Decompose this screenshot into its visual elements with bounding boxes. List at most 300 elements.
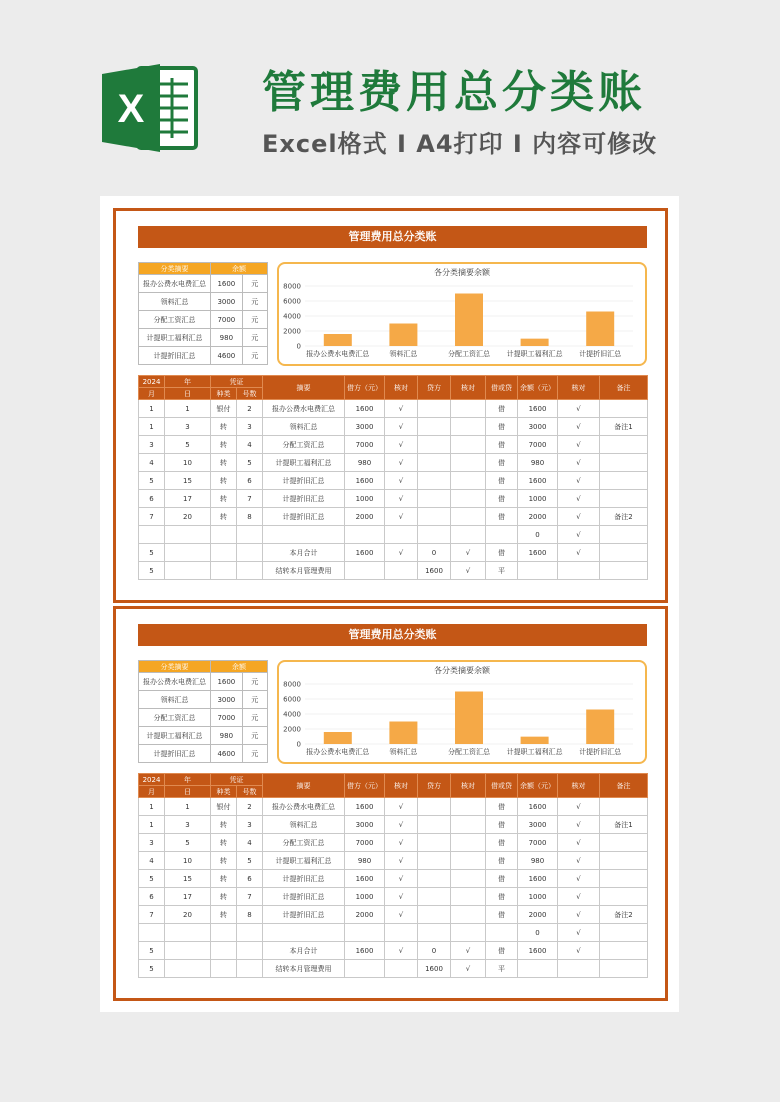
summary-value: 3000 bbox=[211, 691, 242, 709]
table-cell[interactable]: √ bbox=[558, 508, 600, 526]
table-cell[interactable] bbox=[418, 888, 451, 906]
table-cell[interactable] bbox=[451, 906, 486, 924]
table-cell[interactable]: √ bbox=[558, 400, 600, 418]
y-tick-label: 0 bbox=[296, 342, 301, 351]
summary-row bbox=[139, 745, 268, 763]
check-header: 核对 bbox=[451, 774, 486, 798]
table-cell[interactable] bbox=[237, 562, 263, 580]
table-cell[interactable]: √ bbox=[558, 526, 600, 544]
table-cell[interactable] bbox=[418, 508, 451, 526]
table-cell[interactable] bbox=[600, 544, 648, 562]
table-cell[interactable]: 20 bbox=[165, 508, 211, 526]
table-cell[interactable]: 1600 bbox=[418, 960, 451, 978]
table-cell[interactable]: 3000 bbox=[518, 418, 558, 436]
table-cell[interactable]: √ bbox=[558, 490, 600, 508]
table-cell[interactable] bbox=[451, 924, 486, 942]
table-cell[interactable]: 5 bbox=[237, 852, 263, 870]
table-cell[interactable]: √ bbox=[385, 834, 418, 852]
table-cell[interactable]: 报办公费水电费汇总 bbox=[263, 400, 345, 418]
table-cell[interactable] bbox=[165, 924, 211, 942]
table-cell[interactable] bbox=[600, 472, 648, 490]
summary-name: 领料汇总 bbox=[139, 293, 211, 311]
table-cell[interactable]: 转 bbox=[211, 816, 237, 834]
table-cell[interactable] bbox=[451, 454, 486, 472]
table-cell[interactable] bbox=[600, 454, 648, 472]
table-cell[interactable] bbox=[451, 852, 486, 870]
table-cell[interactable]: √ bbox=[385, 798, 418, 816]
table-cell[interactable]: 980 bbox=[345, 852, 385, 870]
table-cell[interactable] bbox=[600, 888, 648, 906]
table-cell[interactable]: 2000 bbox=[345, 508, 385, 526]
table-cell[interactable] bbox=[165, 544, 211, 562]
table-cell[interactable]: 备注2 bbox=[600, 906, 648, 924]
table-cell[interactable]: 1 bbox=[139, 400, 165, 418]
table-cell[interactable]: 银付 bbox=[211, 798, 237, 816]
table-cell[interactable]: 借 bbox=[486, 418, 518, 436]
table-cell[interactable] bbox=[418, 400, 451, 418]
table-cell[interactable]: √ bbox=[385, 906, 418, 924]
table-cell[interactable]: 借 bbox=[486, 454, 518, 472]
table-cell[interactable]: 转 bbox=[211, 870, 237, 888]
y-tick-label: 6000 bbox=[283, 297, 301, 306]
table-cell[interactable]: √ bbox=[558, 942, 600, 960]
table-cell[interactable]: 转 bbox=[211, 436, 237, 454]
summary-value: 980 bbox=[211, 329, 242, 347]
day-header: 日 bbox=[165, 786, 211, 798]
table-cell[interactable] bbox=[451, 436, 486, 454]
table-cell[interactable]: 转 bbox=[211, 906, 237, 924]
summary-row bbox=[139, 709, 268, 727]
table-cell[interactable]: √ bbox=[558, 924, 600, 942]
table-cell[interactable]: 1600 bbox=[518, 544, 558, 562]
table-cell[interactable]: 借 bbox=[486, 816, 518, 834]
table-cell[interactable]: 1600 bbox=[518, 400, 558, 418]
table-cell[interactable] bbox=[139, 924, 165, 942]
table-cell[interactable]: 计提折旧汇总 bbox=[263, 472, 345, 490]
table-cell[interactable]: 4 bbox=[237, 834, 263, 852]
table-cell[interactable]: 20 bbox=[165, 906, 211, 924]
table-cell[interactable] bbox=[418, 816, 451, 834]
table-cell[interactable]: 转 bbox=[211, 508, 237, 526]
table-cell[interactable]: 4 bbox=[237, 436, 263, 454]
table-cell[interactable]: 3 bbox=[165, 816, 211, 834]
table-cell[interactable]: 备注1 bbox=[600, 816, 648, 834]
table-cell[interactable]: 5 bbox=[139, 960, 165, 978]
table-cell[interactable]: 备注2 bbox=[600, 508, 648, 526]
table-cell[interactable]: 领料汇总 bbox=[263, 418, 345, 436]
table-cell[interactable]: 7000 bbox=[345, 834, 385, 852]
table-cell[interactable]: 3000 bbox=[345, 418, 385, 436]
table-cell[interactable]: 转 bbox=[211, 852, 237, 870]
table-cell[interactable] bbox=[165, 942, 211, 960]
table-cell[interactable]: 8 bbox=[237, 508, 263, 526]
table-cell[interactable]: √ bbox=[385, 870, 418, 888]
voucher-header: 凭证 bbox=[211, 376, 263, 388]
table-cell[interactable]: 借 bbox=[486, 942, 518, 960]
table-cell[interactable] bbox=[486, 924, 518, 942]
debit-header: 借方（元） bbox=[345, 376, 385, 400]
table-cell[interactable] bbox=[385, 960, 418, 978]
table-cell[interactable] bbox=[237, 942, 263, 960]
table-cell[interactable]: √ bbox=[558, 852, 600, 870]
table-cell[interactable] bbox=[600, 942, 648, 960]
table-cell[interactable] bbox=[211, 526, 237, 544]
table-cell[interactable]: 8 bbox=[237, 906, 263, 924]
table-cell[interactable]: 1 bbox=[165, 400, 211, 418]
table-cell[interactable]: √ bbox=[385, 490, 418, 508]
table-cell[interactable]: √ bbox=[558, 544, 600, 562]
table-cell[interactable] bbox=[451, 400, 486, 418]
table-cell[interactable]: 借 bbox=[486, 906, 518, 924]
summary-row bbox=[139, 311, 268, 329]
table-cell[interactable] bbox=[418, 454, 451, 472]
table-cell[interactable]: 10 bbox=[165, 454, 211, 472]
table-cell[interactable]: 4 bbox=[139, 454, 165, 472]
table-cell[interactable] bbox=[418, 418, 451, 436]
table-cell[interactable]: 0 bbox=[518, 924, 558, 942]
table-cell[interactable] bbox=[385, 526, 418, 544]
table-cell[interactable] bbox=[451, 888, 486, 906]
table-cell[interactable]: 17 bbox=[165, 490, 211, 508]
table-cell[interactable]: 转 bbox=[211, 490, 237, 508]
table-cell[interactable]: 10 bbox=[165, 852, 211, 870]
table-cell[interactable]: 3000 bbox=[518, 816, 558, 834]
debit-header: 借方（元） bbox=[345, 774, 385, 798]
table-cell[interactable]: 3 bbox=[237, 816, 263, 834]
dc-header: 借或贷 bbox=[486, 376, 518, 400]
table-cell[interactable]: 7 bbox=[139, 906, 165, 924]
table-cell[interactable]: √ bbox=[451, 942, 486, 960]
table-cell[interactable]: 3000 bbox=[345, 816, 385, 834]
sheet-title: 管理费用总分类账 bbox=[138, 624, 647, 646]
table-cell[interactable]: √ bbox=[385, 508, 418, 526]
table-cell[interactable]: 2000 bbox=[345, 906, 385, 924]
table-cell[interactable]: 1600 bbox=[518, 798, 558, 816]
table-cell[interactable]: 2 bbox=[237, 400, 263, 418]
summary-value: 980 bbox=[211, 727, 242, 745]
summary-col-header: 摘要 bbox=[263, 376, 345, 400]
table-cell[interactable] bbox=[211, 924, 237, 942]
table-cell[interactable]: 借 bbox=[486, 834, 518, 852]
table-cell[interactable] bbox=[558, 960, 600, 978]
table-cell[interactable] bbox=[237, 544, 263, 562]
table-cell[interactable] bbox=[451, 816, 486, 834]
table-cell[interactable]: 借 bbox=[486, 544, 518, 562]
table-cell[interactable] bbox=[418, 472, 451, 490]
table-cell[interactable]: 980 bbox=[518, 852, 558, 870]
table-cell[interactable] bbox=[211, 562, 237, 580]
table-cell[interactable]: 1000 bbox=[345, 888, 385, 906]
table-cell[interactable] bbox=[211, 960, 237, 978]
table-cell[interactable] bbox=[518, 562, 558, 580]
table-cell[interactable]: 5 bbox=[139, 562, 165, 580]
table-cell[interactable]: 1 bbox=[139, 798, 165, 816]
table-cell[interactable] bbox=[345, 960, 385, 978]
table-cell[interactable] bbox=[237, 960, 263, 978]
table-cell[interactable] bbox=[600, 562, 648, 580]
table-cell[interactable] bbox=[451, 472, 486, 490]
table-cell[interactable]: 转 bbox=[211, 834, 237, 852]
table-cell[interactable]: 7 bbox=[139, 508, 165, 526]
table-cell[interactable]: 3 bbox=[139, 436, 165, 454]
table-cell[interactable] bbox=[451, 798, 486, 816]
table-cell[interactable] bbox=[600, 924, 648, 942]
summary-header-balance: 余额 bbox=[211, 661, 268, 673]
table-cell[interactable]: 2000 bbox=[518, 906, 558, 924]
table-cell[interactable]: 银付 bbox=[211, 400, 237, 418]
table-cell[interactable]: 6 bbox=[139, 490, 165, 508]
table-cell[interactable]: 借 bbox=[486, 798, 518, 816]
table-cell[interactable] bbox=[600, 526, 648, 544]
table-cell[interactable]: 3 bbox=[165, 418, 211, 436]
table-cell[interactable]: 转 bbox=[211, 888, 237, 906]
table-cell[interactable] bbox=[418, 924, 451, 942]
dc-header: 借或贷 bbox=[486, 774, 518, 798]
table-cell[interactable]: 计提折旧汇总 bbox=[263, 888, 345, 906]
table-row bbox=[139, 924, 648, 942]
table-cell[interactable] bbox=[451, 490, 486, 508]
table-cell[interactable]: 6 bbox=[139, 888, 165, 906]
table-cell[interactable]: 17 bbox=[165, 888, 211, 906]
table-cell[interactable] bbox=[558, 562, 600, 580]
table-cell[interactable]: √ bbox=[558, 888, 600, 906]
table-cell[interactable]: √ bbox=[558, 834, 600, 852]
table-cell[interactable]: 计提折旧汇总 bbox=[263, 490, 345, 508]
table-cell[interactable]: 借 bbox=[486, 436, 518, 454]
table-cell[interactable]: 计提折旧汇总 bbox=[263, 508, 345, 526]
table-cell[interactable]: 借 bbox=[486, 490, 518, 508]
table-cell[interactable]: 本月合计 bbox=[263, 544, 345, 562]
table-cell[interactable]: 借 bbox=[486, 888, 518, 906]
table-cell[interactable]: √ bbox=[558, 870, 600, 888]
table-cell[interactable] bbox=[418, 436, 451, 454]
table-cell[interactable]: 分配工资汇总 bbox=[263, 436, 345, 454]
table-cell[interactable]: 本月合计 bbox=[263, 942, 345, 960]
table-cell[interactable]: 15 bbox=[165, 472, 211, 490]
table-cell[interactable]: √ bbox=[558, 436, 600, 454]
table-cell[interactable]: 1600 bbox=[345, 472, 385, 490]
table-cell[interactable]: 分配工资汇总 bbox=[263, 834, 345, 852]
table-cell[interactable] bbox=[451, 526, 486, 544]
table-cell[interactable]: 0 bbox=[418, 544, 451, 562]
table-cell[interactable]: 7000 bbox=[345, 436, 385, 454]
summary-row bbox=[139, 347, 268, 365]
table-cell[interactable]: 1000 bbox=[518, 888, 558, 906]
table-row bbox=[139, 490, 648, 508]
table-cell[interactable] bbox=[451, 834, 486, 852]
summary-unit: 元 bbox=[242, 293, 267, 311]
table-cell[interactable]: 5 bbox=[139, 544, 165, 562]
table-cell[interactable] bbox=[263, 526, 345, 544]
table-cell[interactable]: 1000 bbox=[345, 490, 385, 508]
table-cell[interactable] bbox=[211, 544, 237, 562]
table-cell[interactable] bbox=[600, 960, 648, 978]
y-tick-label: 6000 bbox=[283, 695, 301, 704]
table-cell[interactable]: 7000 bbox=[518, 834, 558, 852]
table-cell[interactable]: √ bbox=[558, 418, 600, 436]
table-cell[interactable] bbox=[385, 562, 418, 580]
table-cell[interactable]: √ bbox=[558, 906, 600, 924]
table-cell[interactable] bbox=[600, 400, 648, 418]
table-cell[interactable]: 1600 bbox=[345, 400, 385, 418]
table-cell[interactable] bbox=[139, 526, 165, 544]
table-cell[interactable]: 0 bbox=[418, 942, 451, 960]
table-cell[interactable]: √ bbox=[451, 960, 486, 978]
table-cell[interactable]: 借 bbox=[486, 870, 518, 888]
table-cell[interactable]: 6 bbox=[237, 870, 263, 888]
table-cell[interactable]: 5 bbox=[139, 870, 165, 888]
table-cell[interactable]: √ bbox=[558, 472, 600, 490]
table-cell[interactable]: 5 bbox=[165, 834, 211, 852]
table-cell[interactable]: 2 bbox=[237, 798, 263, 816]
table-cell[interactable]: √ bbox=[385, 942, 418, 960]
table-cell[interactable] bbox=[418, 526, 451, 544]
table-cell[interactable]: 计提折旧汇总 bbox=[263, 906, 345, 924]
table-cell[interactable]: 借 bbox=[486, 508, 518, 526]
summary-col-header: 摘要 bbox=[263, 774, 345, 798]
table-cell[interactable] bbox=[418, 906, 451, 924]
table-cell[interactable]: √ bbox=[385, 454, 418, 472]
table-cell[interactable] bbox=[345, 562, 385, 580]
table-cell[interactable] bbox=[518, 960, 558, 978]
table-cell[interactable]: 7 bbox=[237, 888, 263, 906]
table-cell[interactable]: 15 bbox=[165, 870, 211, 888]
table-cell[interactable] bbox=[600, 870, 648, 888]
table-cell[interactable]: 1600 bbox=[518, 472, 558, 490]
table-cell[interactable] bbox=[451, 870, 486, 888]
table-cell[interactable]: √ bbox=[385, 816, 418, 834]
table-row bbox=[139, 562, 648, 580]
table-cell[interactable]: 借 bbox=[486, 400, 518, 418]
table-cell[interactable]: 备注1 bbox=[600, 418, 648, 436]
table-cell[interactable]: 2000 bbox=[518, 508, 558, 526]
table-cell[interactable] bbox=[600, 490, 648, 508]
table-cell[interactable]: 1600 bbox=[345, 870, 385, 888]
table-cell[interactable]: √ bbox=[451, 544, 486, 562]
table-cell[interactable]: 1600 bbox=[345, 942, 385, 960]
table-cell[interactable]: √ bbox=[385, 852, 418, 870]
table-cell[interactable]: 1600 bbox=[518, 870, 558, 888]
table-cell[interactable]: 借 bbox=[486, 472, 518, 490]
table-cell[interactable]: 1 bbox=[139, 418, 165, 436]
table-cell[interactable]: 借 bbox=[486, 852, 518, 870]
chart-bar bbox=[455, 294, 483, 347]
table-cell[interactable]: 结转本月管理费用 bbox=[263, 562, 345, 580]
table-cell[interactable]: 平 bbox=[486, 562, 518, 580]
table-cell[interactable]: 转 bbox=[211, 472, 237, 490]
table-cell[interactable]: 5 bbox=[139, 472, 165, 490]
table-cell[interactable] bbox=[345, 924, 385, 942]
table-cell[interactable]: 4 bbox=[139, 852, 165, 870]
note-header: 备注 bbox=[600, 376, 648, 400]
table-cell[interactable] bbox=[165, 526, 211, 544]
table-cell[interactable]: √ bbox=[385, 436, 418, 454]
table-cell[interactable]: 3 bbox=[237, 418, 263, 436]
table-cell[interactable]: 领料汇总 bbox=[263, 816, 345, 834]
table-cell[interactable] bbox=[418, 834, 451, 852]
summary-row bbox=[139, 727, 268, 745]
table-cell[interactable] bbox=[418, 798, 451, 816]
table-cell[interactable] bbox=[418, 870, 451, 888]
table-cell[interactable]: √ bbox=[558, 816, 600, 834]
table-cell[interactable]: 1 bbox=[165, 798, 211, 816]
table-cell[interactable] bbox=[486, 526, 518, 544]
table-cell[interactable]: 5 bbox=[139, 942, 165, 960]
table-cell[interactable]: √ bbox=[558, 798, 600, 816]
table-cell[interactable]: 980 bbox=[345, 454, 385, 472]
table-cell[interactable]: √ bbox=[385, 544, 418, 562]
num-header: 号数 bbox=[237, 786, 263, 798]
table-row bbox=[139, 436, 648, 454]
table-cell[interactable] bbox=[418, 852, 451, 870]
table-cell[interactable]: √ bbox=[558, 454, 600, 472]
table-cell[interactable] bbox=[600, 436, 648, 454]
table-cell[interactable]: 3 bbox=[139, 834, 165, 852]
table-cell[interactable] bbox=[237, 924, 263, 942]
table-cell[interactable]: 转 bbox=[211, 418, 237, 436]
table-cell[interactable] bbox=[385, 924, 418, 942]
table-cell[interactable]: 1600 bbox=[518, 942, 558, 960]
table-cell[interactable]: 计提职工福利汇总 bbox=[263, 454, 345, 472]
table-cell[interactable]: 1600 bbox=[418, 562, 451, 580]
table-cell[interactable]: 结转本月管理费用 bbox=[263, 960, 345, 978]
table-cell[interactable]: 报办公费水电费汇总 bbox=[263, 798, 345, 816]
voucher-header: 凭证 bbox=[211, 774, 263, 786]
table-cell[interactable]: 1 bbox=[139, 816, 165, 834]
table-cell[interactable] bbox=[237, 526, 263, 544]
table-cell[interactable]: 1600 bbox=[345, 798, 385, 816]
table-cell[interactable]: 5 bbox=[165, 436, 211, 454]
y-tick-label: 2000 bbox=[283, 725, 301, 734]
table-cell[interactable]: 980 bbox=[518, 454, 558, 472]
table-cell[interactable] bbox=[451, 508, 486, 526]
chart-bar bbox=[455, 692, 483, 745]
table-cell[interactable]: 5 bbox=[237, 454, 263, 472]
table-cell[interactable]: √ bbox=[385, 888, 418, 906]
table-cell[interactable] bbox=[451, 418, 486, 436]
table-cell[interactable]: 计提折旧汇总 bbox=[263, 870, 345, 888]
table-cell[interactable] bbox=[165, 960, 211, 978]
table-cell[interactable]: 7000 bbox=[518, 436, 558, 454]
table-cell[interactable]: 1600 bbox=[345, 544, 385, 562]
table-cell[interactable] bbox=[418, 490, 451, 508]
table-cell[interactable] bbox=[600, 852, 648, 870]
table-cell[interactable]: 0 bbox=[518, 526, 558, 544]
table-cell[interactable]: 6 bbox=[237, 472, 263, 490]
table-cell[interactable]: 1000 bbox=[518, 490, 558, 508]
table-cell[interactable]: 7 bbox=[237, 490, 263, 508]
chart-bar bbox=[521, 339, 549, 346]
year-cell: 2024 bbox=[139, 376, 165, 388]
table-cell[interactable]: 计提职工福利汇总 bbox=[263, 852, 345, 870]
summary-name: 分配工资汇总 bbox=[139, 311, 211, 329]
table-cell[interactable] bbox=[165, 562, 211, 580]
table-cell[interactable] bbox=[263, 924, 345, 942]
table-cell[interactable]: √ bbox=[451, 562, 486, 580]
table-cell[interactable] bbox=[600, 798, 648, 816]
table-cell[interactable]: √ bbox=[385, 472, 418, 490]
table-cell[interactable]: √ bbox=[385, 400, 418, 418]
x-tick-label: 分配工资汇总 bbox=[448, 350, 490, 358]
year-label: 年 bbox=[165, 376, 211, 388]
table-cell[interactable]: √ bbox=[385, 418, 418, 436]
table-cell[interactable] bbox=[600, 834, 648, 852]
table-cell[interactable]: 平 bbox=[486, 960, 518, 978]
table-cell[interactable] bbox=[211, 942, 237, 960]
table-cell[interactable]: 转 bbox=[211, 454, 237, 472]
table-cell[interactable] bbox=[345, 526, 385, 544]
page-header bbox=[0, 0, 780, 190]
